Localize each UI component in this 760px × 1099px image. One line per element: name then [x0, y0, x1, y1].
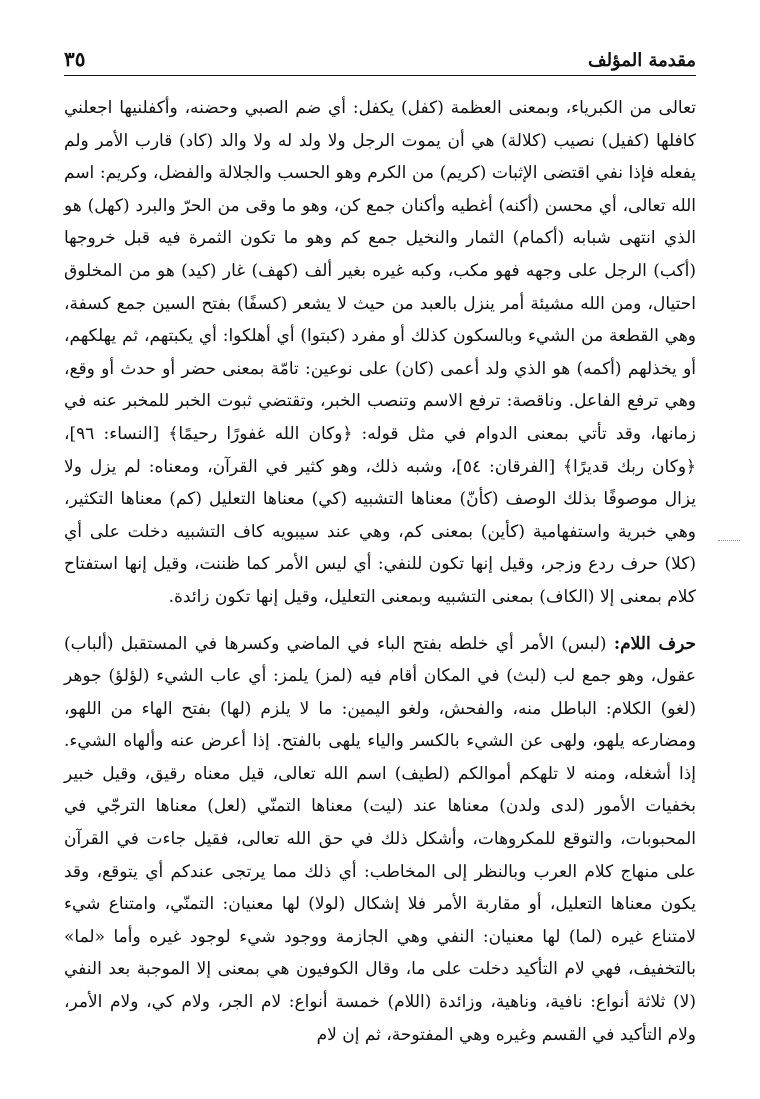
paragraph-kaf: [64, 92, 696, 614]
running-header: [64, 36, 696, 76]
paragraph-lead: حرف اللام:: [613, 633, 697, 654]
paragraph-text: (لبس) الأمر أي خلطه بفتح الباء في الماضي وكسرها في المستقبل (ألباب) عقول، وهو جمع لب (لبث) في المكان أقام فيه (لمز) يلمز: أي عاب الشيء (لؤلؤ) جوهر (لغو) الكلام: الباطل منه، والفحش، ولغو اليمين: ما لا يلزم (لها) بفتح الهاء من اللهو، ومضارعه يلهو، ولهى عن الشيء بالكسر والياء يلهى بالفتح. إذا أعرض عنه وألهاه الشيء. إذا أشغله، ومنه لا تلهكم أموالكم (لطيف) اسم الله تعالى، قيل معناه رقيق، وقيل خبير بخفيات الأمور (لدى ولدن) معناها عند (ليت) معناها التمنّي (لعل) معناها الترجّي في المحبوبات، والتوقع للمكروهات، وأشكل ذلك في حق الله تعالى، فقيل جاءت في القرآن على منهاج كلام العرب وبالنظر إلى المخاطب: أي ذلك مما يرتجى عندكم أي يتوقع، وقد يكون معناها التعليل، أو مقاربة الأمر فلا إشكال (لولا) لها معنيان: التمنّي، وامتناع شيء لامتناع غيره (لما) لها معنيان: النفي وهي الجازمة ووجود شيء لوجود غيره وأما «لما» بالتخفيف، فهي لام التأكيد دخلت على ما، وقال الكوفيون هي بمعنى إلا الموجبة بعد النفي (لا) ثلاثة أنواع: نافية، وناهية، وزائدة (اللام) خمسة أنواع: لام الجر، ولام كي، ولام الأمر، ولام التأكيد في القسم وغيره وهي المفتوحة، ثم إن لام: [64, 633, 696, 1045]
body-text: [64, 92, 696, 1051]
paragraph-lam: [64, 628, 696, 1052]
paragraph-text: تعالى من الكبرياء، وبمعنى العظمة (كفل) يكفل: أي ضم الصبي وحضنه، وأكفلنيها اجعلني كافلها (كفيل) نصيب (كلالة) هي أن يموت الرجل ولا ولد له ولا والد (كاد) قارب الأمر ولم يفعله فإذا نفي اقتضى الإثبات (كريم) من الكرم وهو الحسب والجلالة والفضل، وكريم: اسم الله تعالى، أي محسن (أكنه) أغطيه وأكنان جمع كن، وهو ما وقى من الحرّ والبرد (كهل) هو الذي انتهى شبابه (أكمام) الثمار والنخيل جمع كم وهو ما تكون الثمرة فيه قبل خروجها (أكب) الرجل على وجهه فهو مكب، وكبه غيره بغير ألف (كهف) غار (كيد) هو من المخلوق احتيال، ومن الله مشيئة أمر ينزل بالعبد من حيث لا يشعر (كسفًا) بفتح السين جمع كسفة، وهي القطعة من الشيء وبالسكون كذلك أو مفرد (كبتوا) أي أهلكوا: أي يكبتهم، ثم يهلكهم، أو يخذلهم (أكمه) هو الذي ولد أعمى (كان) على نوعين: تامّة بمعنى حضر أو حدث أو وقع، وهي ترفع الفاعل. وناقصة: ترفع الاسم وتنصب الخبر، وتقتضي ثبوت الخبر للمخبر عنه في زمانها، وقد تأتي بمعنى الدوام في مثل قوله: ﴿وكان الله غفورًا رحيمًا﴾ [النساء: ٩٦]، ﴿وكان ربك قديرًا﴾ [الفرقان: ٥٤]، وشبه ذلك، وهو كثير في القرآن، ومعناه: لم يزل ولا يزال موصوفًا بذلك الوصف (كأنّ) معناها التشبيه (كي) معناها التعليل (كم) معناها التكثير، وهي خبرية واستفهامية (كأين) بمعنى كم، وهي عند سيبويه كاف التشبيه دخلت على أي (كلا) حرف ردع وزجر، وقيل إنها تكون للنفي: أي ليس الأمر كما ظننت، وقيل إنها استفتاح كلام بمعنى إلا (الكاف) بمعنى التشبيه وبمعنى التعليل، وقيل إنها تكون زائدة.: [64, 98, 696, 607]
margin-mark: [718, 540, 740, 543]
running-title: مقدمة المؤلف: [587, 50, 696, 71]
page-number: ٣٥: [64, 47, 86, 71]
